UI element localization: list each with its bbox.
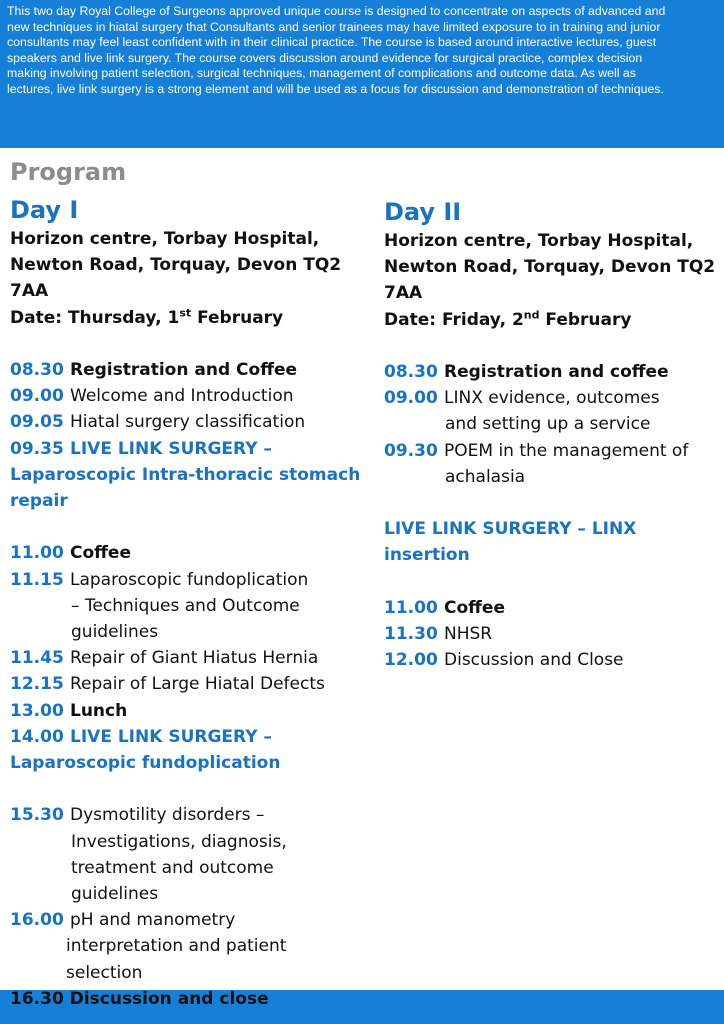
item-continuation: achalasia	[445, 466, 526, 487]
schedule-item	[10, 567, 370, 593]
item-time: 09.00	[384, 388, 438, 409]
day2-column	[384, 197, 720, 673]
program-heading: Program	[10, 158, 127, 186]
item-text: Dysmotility disorders –	[70, 805, 265, 826]
item-time: 09.30	[384, 440, 438, 461]
item-continuation: – Techniques and Outcome guidelines	[71, 595, 300, 643]
item-text: Hiatal surgery classification	[70, 412, 306, 433]
schedule-item	[384, 621, 720, 647]
item-time: 11.00	[10, 543, 64, 564]
item-time: 15.30	[10, 805, 64, 826]
live-link-linx: LIVE LINK SURGERY – LINX insertion	[384, 519, 637, 566]
schedule-item	[10, 724, 370, 750]
item-text: LIVE LINK SURGERY –	[70, 726, 272, 747]
item-time: 16.00	[10, 910, 64, 931]
item-text: Coffee	[70, 543, 131, 564]
item-text: Registration and Coffee	[70, 360, 298, 380]
item-continuation: Laparoscopic fundoplication	[10, 753, 281, 774]
item-time: 09.35	[10, 438, 64, 459]
day1-title: Day I	[10, 196, 79, 224]
schedule-item	[384, 359, 720, 385]
schedule-item	[10, 802, 370, 828]
item-continuation: Laparoscopic Intra-thoracic stomach repair	[10, 464, 361, 512]
item-time: 08.30	[384, 362, 438, 382]
schedule-item-final: 16.30 Discussion and close	[10, 989, 269, 1009]
item-text: Coffee	[444, 597, 505, 618]
day2-date: Date: Friday, 2nd February	[384, 307, 632, 330]
item-text: Discussion and Close	[444, 650, 624, 671]
item-time: 13.00	[10, 700, 64, 721]
day2-venue: Horizon centre, Torbay Hospital, Newton Road, Torquay, Devon TQ2 7AA	[384, 231, 716, 304]
item-time: 12.15	[10, 674, 64, 695]
item-continuation: and setting up a service	[445, 414, 651, 435]
schedule-item	[384, 385, 720, 411]
schedule-item	[10, 645, 370, 671]
day1-column	[10, 195, 370, 986]
day1-date: Date: Thursday, 1st February	[10, 305, 284, 328]
item-text: Registration and coffee	[444, 362, 669, 382]
schedule-item	[10, 671, 370, 697]
schedule-item	[384, 595, 720, 621]
item-text: Lunch	[70, 700, 128, 721]
schedule-item	[10, 436, 370, 462]
item-time: 09.00	[10, 386, 64, 407]
schedule-item	[10, 409, 370, 435]
item-time: 12.00	[384, 650, 438, 671]
schedule-item	[384, 438, 720, 464]
item-text: POEM in the management of	[444, 440, 689, 461]
item-continuation: Investigations, diagnosis, treatment and outcome guidelines	[71, 831, 287, 905]
intro-text: This two day Royal College of Surgeons approved unique course is designed to concentrate on aspects of advanced and new techniques in hiatal surgery that Consultants and senior trainees may have limited exposure to in training and junior consultants may feel least confident with in their clinical practice. The course is based around interactive lectures, guest speakers and live link surgery. The course covers discussion around evidence for surgical practice, complex decision making involving patient selection, surgical techniques, management of complications and outcome data. As well as lectures, live link surgery is a strong element and will be used as a focus for discussion and demonstration of techniques.	[7, 4, 666, 96]
item-time: 08.30	[10, 360, 64, 380]
item-time: 09.05	[10, 412, 64, 433]
item-text: LINX evidence, outcomes	[444, 388, 660, 409]
item-text: pH and manometry	[70, 910, 236, 931]
item-text: Welcome and Introduction	[70, 386, 294, 407]
item-text: Laparoscopic fundoplication	[70, 569, 309, 590]
item-text: NHSR	[444, 624, 493, 644]
day2-title: Day II	[384, 198, 462, 226]
schedule-item	[384, 647, 720, 673]
schedule-item	[10, 357, 370, 383]
schedule-item	[10, 907, 370, 933]
item-text: LIVE LINK SURGERY –	[70, 438, 272, 459]
item-text: Repair of Giant Hiatus Hernia	[70, 648, 319, 669]
schedule-item	[10, 540, 370, 566]
item-time: 14.00	[10, 726, 64, 747]
schedule-item	[10, 383, 370, 409]
item-time: 11.30	[384, 624, 438, 644]
item-text: Repair of Large Hiatal Defects	[70, 674, 325, 695]
item-continuation: interpretation and patient selection	[66, 936, 287, 983]
item-time: 11.15	[10, 569, 64, 590]
schedule-item	[10, 698, 370, 724]
day1-venue: Horizon centre, Torbay Hospital, Newton Road, Torquay, Devon TQ2 7AA	[10, 229, 342, 302]
item-time: 11.45	[10, 648, 64, 669]
item-time: 11.00	[384, 597, 438, 618]
intro-banner	[0, 0, 724, 148]
